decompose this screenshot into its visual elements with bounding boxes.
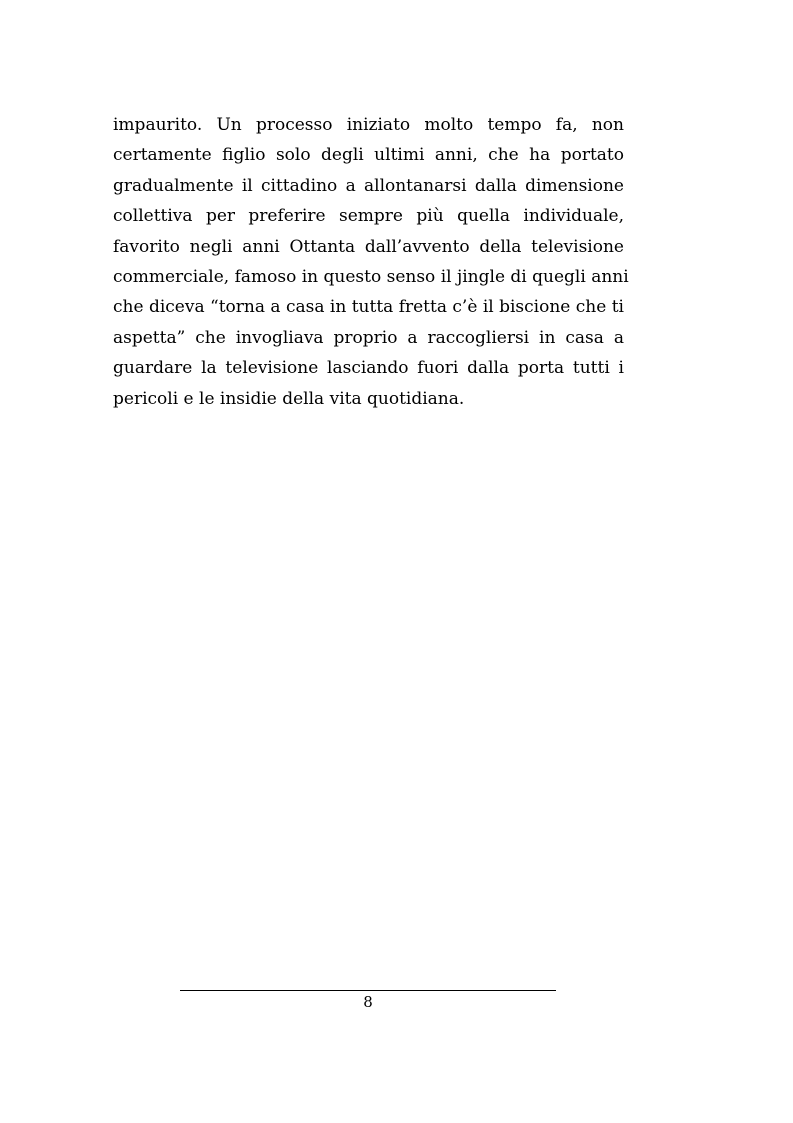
paragraph-line: collettiva per preferire sempre più quella individuale, bbox=[113, 206, 624, 227]
footer-rule bbox=[180, 990, 556, 991]
paragraph-line: gradualmente il cittadino a allontanarsi dalla dimensione bbox=[113, 175, 624, 196]
paragraph-line: guardare la televisione lasciando fuori dalla porta tutti i bbox=[113, 358, 624, 379]
paragraph-line: che diceva “torna a casa in tutta fretta c’è il biscione che ti bbox=[113, 297, 624, 318]
paragraph-line: commerciale, famoso in questo senso il jingle di quegli anni bbox=[113, 266, 629, 287]
paragraph-line: pericoli e le insidie della vita quotidiana. bbox=[113, 388, 465, 409]
paragraph-line: impaurito. Un processo iniziato molto tempo fa, non bbox=[113, 115, 624, 135]
paragraph-line: favorito negli anni Ottanta dall’avvento della televisione bbox=[113, 236, 624, 257]
paragraph-line: aspetta” che invogliava proprio a raccogliersi in casa a bbox=[113, 327, 624, 348]
page-number: 8 bbox=[363, 993, 373, 1011]
body-paragraph bbox=[113, 110, 629, 414]
paragraph-line: certamente figlio solo degli ultimi anni, che ha portato bbox=[113, 145, 624, 166]
